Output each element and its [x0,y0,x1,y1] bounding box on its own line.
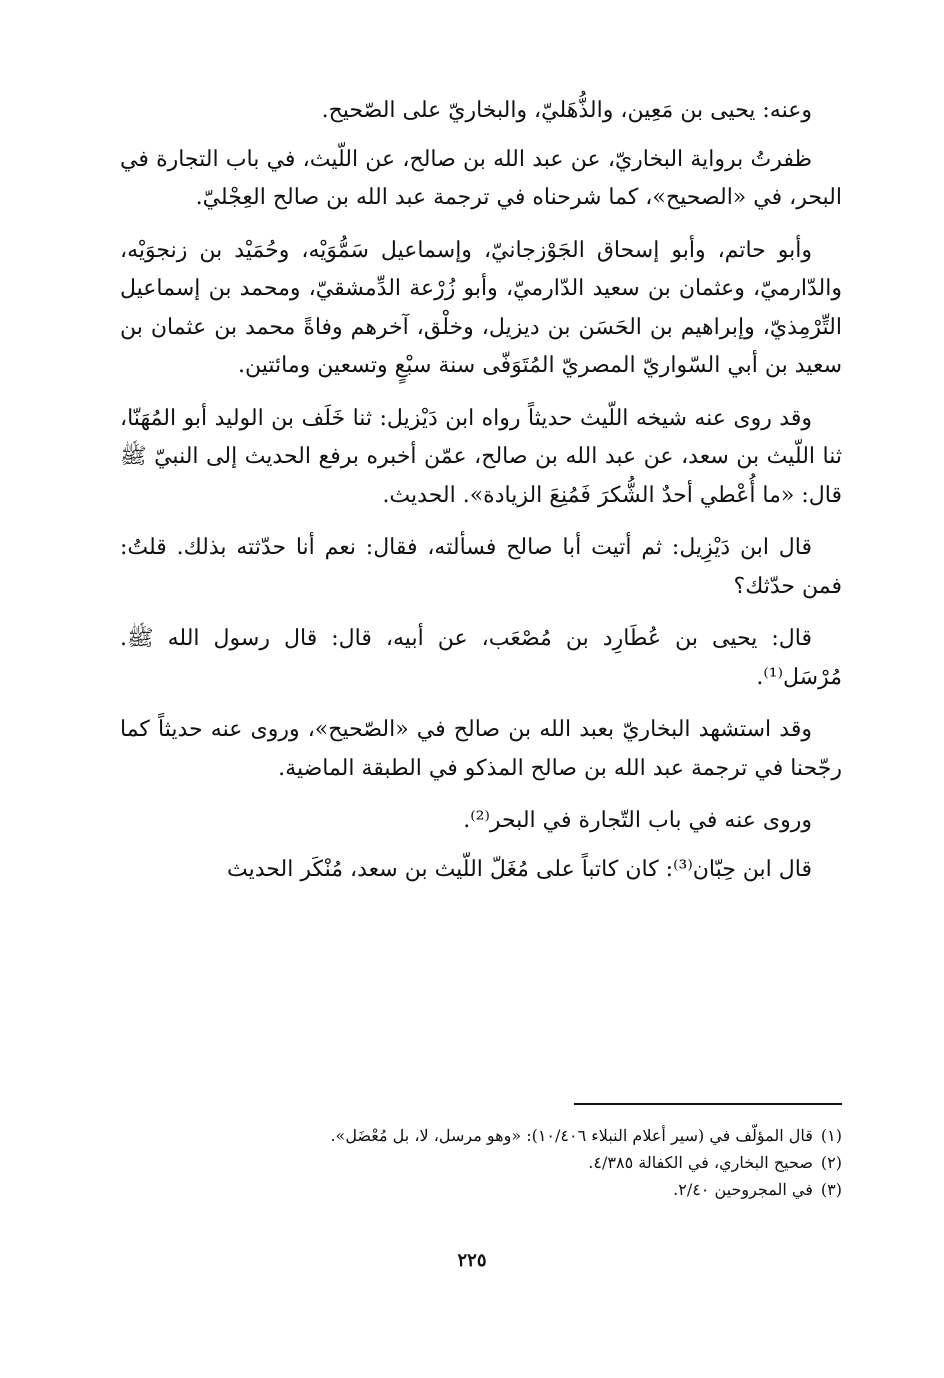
footnote-1 [120,1122,842,1149]
footnote-2 [120,1149,842,1176]
paragraph-3: وأبو حاتم، وأبو إسحاق الجَوْزجانيّ، وإسماعيل سَمُّوَيْه، وحُمَيْد بن زنجوَيْه، والدّارميّ، وعثمان بن سعيد الدّارميّ، وأبو زُرْعة الدِّمشقيّ، ومحمد بن إسماعيل التِّرْمِذيّ، وإبراهيم بن الحَسَن بن ديزيل، وخلْق، آخرهم وفاةً محمد بن عثمان بن سعيد بن أبي السّواريّ المصريّ المُتَوَفّى سنة سبْعٍ وتسعين ومائتين. [120,237,842,378]
paragraph-7: وقد استشهد البخاريّ بعبد الله بن صالح في «الصّحيح»، وروى عنه حديثاً كما رجّحنا في ترجمة عبد الله بن صالح المذكو في الطبقة الماضية. [120,717,842,781]
paragraph-9: قال ابن حِبّان⁽³⁾: كان كاتباً على مُغَلّ اللّيث بن سعد، مُنْكَر الحديث [227,856,812,882]
paragraph-4: وقد روى عنه شيخه اللّيث حديثاً رواه ابن دَيْزيل: ثنا خَلَف بن الوليد أبو المُهَنّا، ثنا اللّيث بن سعد، عن عبد الله بن صالح، عمّن أخبره برفع الحديث إلى النبيّ ﷺ قال: «ما أُعْطي أحدٌ الشُّكرَ فَمُنِعَ الزيادة». الحديث. [120,405,842,508]
footnote-1-number: (١) [820,1126,842,1145]
paragraph-8: وروى عنه في باب التّجارة في البحر⁽²⁾. [463,808,812,833]
footnote-3-number: (٣) [820,1180,842,1199]
paragraph-5: قال ابن دَيْزِيل: ثم أتيت أبا صالح فسألته، فقال: نعم أنا حدّثته بذلك. قلتُ: فمن حدّثك؟ [120,535,842,599]
paragraph-6: قال: يحيى بن عُطَارِد بن مُصْعَب، عن أبيه، قال: قال رسول الله ﷺ. مُرْسَل⁽¹⁾. [120,626,842,690]
footnote-1-text: قال المؤلّف في (سير أعلام النبلاء ١٠/٤٠٦): «وهو مرسل، لا، بل مُعْضَل». [330,1126,813,1145]
footnote-2-text: صحيح البخاري، في الكفالة ٤/٣٨٥. [588,1153,813,1172]
paragraph-1: وعنه: يحيى بن مَعِين، والذُّهَليّ، والبخاريّ على الصّحيح. [321,98,812,123]
footnote-3 [120,1176,842,1203]
footnote-divider [574,1103,842,1105]
footnote-3-text: في المجروحين ٢/٤٠. [673,1180,813,1199]
paragraph-2: ظفرتُ برواية البخاريّ، عن عبد الله بن صالح، عن اللّيث، في باب التجارة في البحر، في «الصحيح»، كما شرحناه في ترجمة عبد الله بن صالح العِجْليّ. [120,146,842,210]
main-text [120,92,842,899]
page-number: ٢٢٥ [457,1250,487,1271]
footnote-2-number: (٢) [820,1153,842,1172]
footnotes [120,1122,842,1203]
